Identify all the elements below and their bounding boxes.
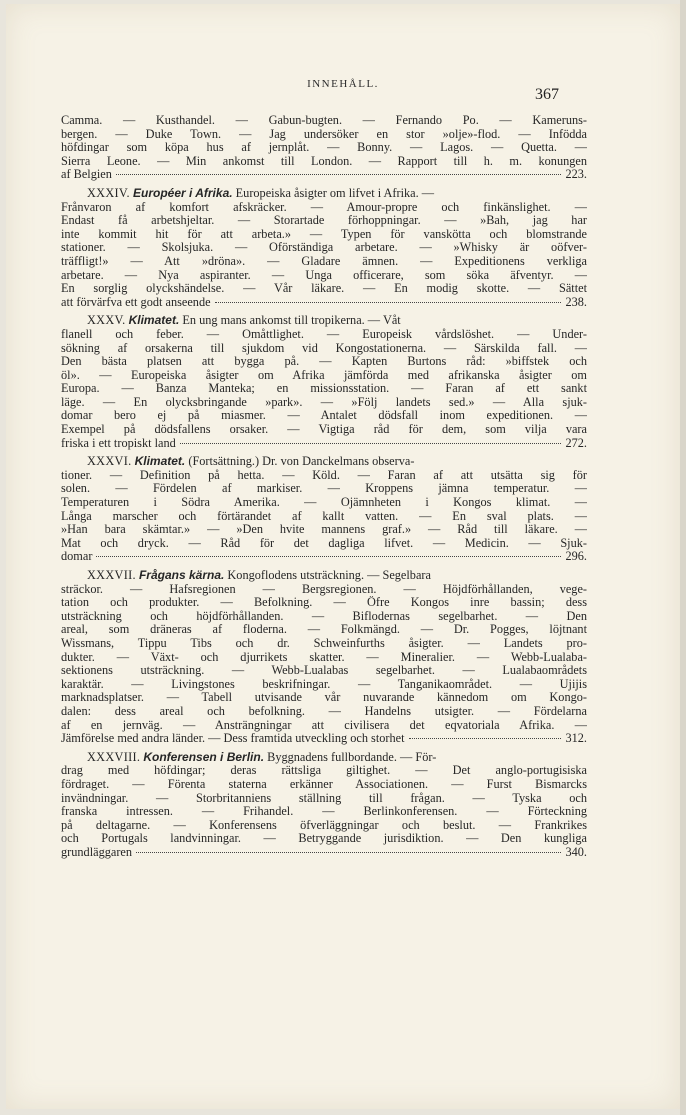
chapter-number: XXXVII.	[87, 569, 136, 582]
toc-line: marknadsplatser. — Tabell utvisande vår nuvarande kännedom om Kongo-	[61, 691, 587, 705]
toc-line-last: friska i ett tropiskt land	[61, 435, 176, 450]
toc-leader-line	[61, 296, 587, 310]
toc-line: »Han bara skämtar.» — »Den hvite mannens graf.» — Råd till läkare. —	[61, 523, 587, 537]
toc-leader-line	[61, 168, 587, 182]
toc-line: dukter. — Växt- och djurrikets skatter. — Mineralier. — Webb-Lualaba-	[61, 650, 587, 664]
chapter-entry	[61, 751, 587, 860]
toc-line-last: af Belgien	[61, 167, 112, 182]
chapter-title: Européer i Afrika.	[132, 186, 233, 200]
chapter-heading-line	[61, 455, 587, 469]
toc-line: Camma. — Kusthandel. — Gabun-bugten. — Fernando Po. — Kameruns-	[61, 114, 587, 127]
toc-line: inte kommit hit för att arbeta.» — Typen för vansköttа och blomstrande	[61, 227, 587, 241]
toc-line: bergen. — Duke Town. — Jag undersöker en stor »olje»-flod. — Infödda	[61, 127, 587, 141]
chapter-number: XXXVIII.	[87, 750, 141, 764]
chapter-heading-line	[61, 569, 587, 583]
chapter-entry	[61, 455, 587, 564]
toc-line: Europeiska åsigter om lifvet i Afrika. —	[235, 186, 435, 200]
page-edge	[680, 0, 686, 1115]
toc-line: på deltagarne. — Konferensens öfverläggningar och beslut. — Frankrikes	[61, 818, 587, 832]
toc-line: Byggnadens fullbordande. — För-	[267, 750, 437, 764]
toc-line: (Fortsättning.) Dr. von Danckelmans observa-	[188, 455, 415, 469]
toc-line-last: Jämförelse med andra länder. — Dess framtida utveckling och storhet	[61, 731, 405, 746]
toc-line: invändningar. — Storbritanniens ställning till frågan. — Tyska och	[61, 791, 587, 805]
toc-line: träffligt!» — Att »dröna». — Gladare ämnen. — Expeditionens verkliga	[61, 254, 587, 268]
toc-line: Den bästa platsen att bygga på. — Kapten Burtons råd: »biffstek och	[61, 355, 587, 369]
chapter-entry	[61, 187, 587, 309]
toc-line: öl». — Europeiska åsigter om Afrika jämförda med afrikanska åsigter om	[61, 368, 587, 382]
dot-leader	[409, 735, 562, 739]
toc-line: Temperaturen i Södra Amerika. — Ojämnheten i Kongos klimat. —	[61, 496, 587, 510]
toc-line: Långa marscher och förtärandet af kallt vatten. — En sval plats. —	[61, 509, 587, 523]
toc-line: Wissmans, Tippu Tibs och dr. Schweinfurths åsigter. — Landets pro-	[61, 636, 587, 650]
toc-line: drag med höfdingar; deras rättsliga giltighet. — Det anglo-portugisiska	[61, 764, 587, 778]
toc-page-ref: 238.	[565, 294, 587, 309]
chapter-heading-line	[61, 187, 587, 201]
toc-line: flanell och feber. — Omåttlighet. — Europeisk vårdslöshet. — Under-	[61, 327, 587, 341]
toc-line: Sierra Leone. — Min ankomst till London. — Rapport till h. m. konungen	[61, 154, 587, 168]
toc-body	[61, 114, 587, 859]
toc-line: dalen: dess areal och befolkning. — Handelns utsigter. — Fördelarna	[61, 704, 587, 718]
toc-line: fördraget. — Förenta staterna erkänner Associationen. — Furst Bismarcks	[61, 777, 587, 791]
toc-line: sträckor. — Hafsregionen — Bergsregionen. — Höjdförhållanden, vege-	[61, 582, 587, 596]
toc-line: Kongoflodens utsträckning. — Segelbara	[227, 569, 431, 582]
toc-page-ref: 272.	[565, 435, 587, 450]
toc-line: En ung mans ankomst till tropikerna. — Våt	[182, 314, 401, 328]
toc-leader-line	[61, 732, 587, 746]
chapter-entry	[61, 314, 587, 450]
dot-leader	[180, 440, 562, 444]
toc-line: Exempel på dödsfallens orsaker. — Vigtiga råd för dem, som vilja vara	[61, 423, 587, 437]
toc-line-last: domar	[61, 549, 93, 564]
toc-page-ref: 312.	[565, 731, 587, 746]
chapter-number: XXXV.	[87, 314, 126, 328]
chapter-title: Klimatet.	[128, 314, 180, 328]
chapter-entry	[61, 569, 587, 746]
toc-line: En sorglig olyckshändelse. — Vår läkare. — En modig skotte. — Sättet	[61, 282, 587, 296]
toc-line: och Portugals landvinningar. — Betryggande jurisdiktion. — Den kungliga	[61, 832, 587, 846]
toc-line: tation och produkter. — Befolkning. — Öfre Kongos inre bassin; dess	[61, 596, 587, 610]
toc-leader-line	[61, 437, 587, 451]
dot-leader	[215, 299, 562, 303]
toc-line: karaktär. — Livingstones beskrifningar. — Tanganikaområdet. — Ujijis	[61, 677, 587, 691]
toc-line: Mat och dryck. — Råd för det dagliga lifvet. — Medicin. — Sjuk-	[61, 536, 587, 550]
chapter-number: XXXIV.	[87, 186, 130, 200]
toc-line: af en jernväg. — Ansträngningar att civilisera det eqvatoriala Afrika. —	[61, 718, 587, 732]
running-header: INNEHÅLL.	[307, 78, 379, 90]
toc-line: Europa. — Banza Manteka; en missionsstation. — Faran af ett sankt	[61, 382, 587, 396]
chapter-heading-line	[61, 751, 587, 765]
toc-leader-line	[61, 846, 587, 860]
toc-line: Endast få arbetshjeltar. — Storartade förhoppningar. — »Bah, jag har	[61, 214, 587, 228]
chapter-title: Konferensen i Berlin.	[143, 750, 265, 764]
toc-line: höfdingar som köpa hus af jernplåt. — Bonny. — Lagos. — Quetta. —	[61, 141, 587, 155]
chapter-number: XXXVI.	[87, 455, 132, 469]
toc-line-last: grundläggaren	[61, 844, 133, 859]
chapter-title: Klimatet.	[134, 455, 186, 469]
toc-page-ref: 340.	[565, 844, 587, 859]
dot-leader	[96, 553, 561, 557]
chapter-heading-line	[61, 314, 587, 328]
toc-line: areal, som dräneras af floderna. — Folkmängd. — Dr. Pogges, löjtnant	[61, 623, 587, 637]
toc-line: solen. — Fördelen af markiser. — Kroppens jämna temperatur. —	[61, 482, 587, 496]
toc-line: Frånvaron af komfort afskräcker. — Amour-propre och finkänslighet. —	[61, 200, 587, 214]
toc-page-ref: 296.	[565, 549, 587, 564]
dot-leader	[136, 849, 561, 853]
page-number: 367	[535, 86, 559, 103]
toc-line: tioner. — Definition på hetta. — Köld. — Faran af att utsätta sig för	[61, 468, 587, 482]
toc-line: arbetare. — Nya aspiranter. — Unga officerare, som söka äfventyr. —	[61, 268, 587, 282]
toc-leader-line	[61, 550, 587, 564]
dot-leader	[116, 171, 562, 175]
continuation-entry	[61, 114, 587, 182]
toc-page-ref: 223.	[565, 167, 587, 182]
toc-line: utsträckning och höjdförhållanden. — Biflodernas segelbarhet. — Den	[61, 609, 587, 623]
toc-line: sektionens utsträckning. — Webb-Lualabas segelbarhet. — Lualabaområdets	[61, 664, 587, 678]
toc-line: stationer. — Skolsjuka. — Oförständiga arbetare. — »Whisky är oöfver-	[61, 241, 587, 255]
toc-line: sökning af orsakerna till sjukdom vid Kongostationerna. — Särskilda fall. —	[61, 341, 587, 355]
toc-line: läge. — En olycksbringande »park». — »Följ landets sed.» — Alla sjuk-	[61, 395, 587, 409]
chapter-title: Frågans kärna.	[138, 569, 225, 582]
toc-line: franska intressen. — Frihandel. — Berlinkonferensen. — Förteckning	[61, 805, 587, 819]
toc-line: domar bero ej på miasmer. — Antalet dödsfall inom expeditionen. —	[61, 409, 587, 423]
toc-line-last: att förvärfva ett godt anseende	[61, 294, 211, 309]
